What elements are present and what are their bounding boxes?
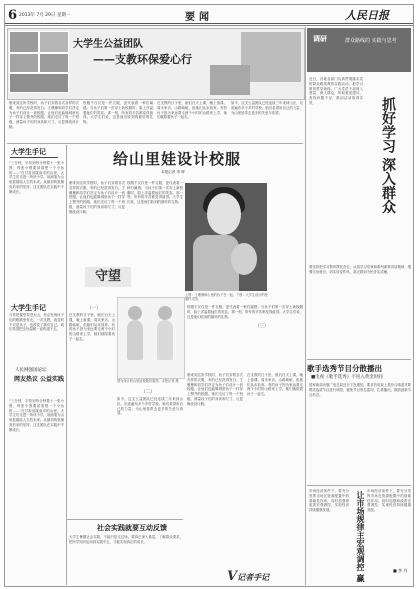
shouwang-label: 守望 [85, 267, 131, 287]
talent-show-subhead: ■电视《歌手选秀》不进入黄金时间 [311, 375, 383, 380]
main-headline: 给山里娃设计校服 [113, 150, 242, 168]
divider [307, 359, 411, 360]
header-rule [5, 23, 413, 24]
article-text-top-4: 如今，这支公益团队已经连续三年来到山区，足迹遍布多个乡村学校。她们希望用自己的力量，为山里娃带去更多的关爱与希望。 [231, 101, 303, 115]
newspaper-logo: 人民日报 [345, 9, 389, 22]
header-rule-thin [5, 25, 413, 26]
column-badge-label: 记者手记 [237, 572, 270, 582]
banner-title-line2: ——支教环保爱心行 [93, 53, 192, 66]
photo-caption: 上图：王珊珊和山里的孩子在一起。下图：大学生设计的校服样式图。 [185, 293, 268, 302]
market-author: ■ 李 丹 [393, 568, 408, 573]
market-text-1: 市场经济条件下，要充分发挥市场在资源配置中的基础性作用，同时加强和改善宏观调控，实现经济持续健康发展。 [309, 489, 349, 513]
section-marker-2: （二） [141, 390, 155, 395]
story-text-2: 校服不仅仅是一件衣服，更代表着一种归属感。当孩子们第一次穿上新校服时，脸上洋溢着灿烂的笑容。那一刻，所有的辛苦都变得值得。大学生们说，这是他们收到的最好的礼物。 [127, 181, 183, 205]
article-text-top-2: 校服不仅仅是一件衣服，更代表着一种归属感。当孩子们第一次穿上新校服时，脸上洋溢着灿烂的笑容。那一刻，所有的辛苦都变得值得。大学生们说，这是他们收到的最好的礼物。 [83, 101, 153, 125]
right-column-text-1: 近日，各地各部门认真贯彻落实党的群众路线教育实践活动，把学习教育贯穿始终。广大党员干部深入基层、深入群众，听取意见建议，查找问题不足，推动活动取得实效。 [309, 77, 363, 105]
social-practice-title: 社会实践就要互动反馈 [97, 524, 167, 532]
story-text-7: 在支教的日子里，她们白天上课，晚上备课，周末家访。山路崎岖，但她们从未放弃。有的孩子因为家远要走两个小时的山路来上学，她们就陪着孩子一起走。 [247, 373, 303, 397]
social-practice-text: 大学生暑期社会实践，不能只是走过场。要真正深入基层，了解群众需求，把所学知识运用到实践中去，才能实现真正的成长。 [69, 535, 183, 544]
pull-quote-title: 抓好学习 深入群众 [380, 97, 396, 214]
left-column-text: "三分钟，平均到每分钟要十一张小图，每张小图要讲清楚一个小孩的……"在甘肃省陇南市的山里，大学生们走进一所所小学，用画笔为山里娃描绘人生的未来。从最初的犹豫到后来的坚持，这支团队在实践中不断成长。 [9, 161, 64, 194]
title-underline [10, 157, 58, 158]
talent-show-text: 国家新闻出版广电总局近日下发通知，要求各电视上星综合频道对歌唱类选拔节目进行调控，避免节目形态雷同、扎堆播出，鼓励创新节目形态。 [309, 383, 411, 397]
lead-badge [307, 28, 411, 72]
talent-show-headline: 歌手选秀节目分散播出 [307, 364, 382, 373]
portrait-photo [185, 183, 267, 291]
story-text-1: 刚来到这所学校时，孩子们穿着各式各样的衣服，有的已经洗得发白。王珊珊和同学们决定为孩子们设计一套校服，让他们也能像城里孩子一样穿上整齐的校服。她们走访了每一个班级，测量孩子们的身高和尺寸，反复修改设计稿。 [69, 181, 125, 214]
divider [67, 519, 183, 520]
forum-title: 网友热议 公益实践 [13, 376, 65, 383]
uniform-illustration [117, 297, 185, 379]
newspaper-page [4, 4, 414, 587]
left-column-text-3: "三分钟，平均到每分钟要十一张小图，每张小图要讲清楚一个小孩的……"在甘肃省陇南市的山里，大学生们走进一所所小学，用画笔为山里娃描绘人生的未来。从最初的犹豫到后来的坚持，这支团队在实践中不断成长。 [9, 399, 64, 432]
divider [307, 485, 411, 486]
story-text-3: 在支教的日子里，她们白天上课，晚上备课，周末家访。山路崎岖，但她们从未放弃。有的孩子因为家远要走两个小时的山路来上学，她们就陪着孩子一起走。 [69, 313, 115, 341]
column-divider [305, 27, 306, 585]
divider [7, 143, 303, 144]
column-badge: V记者手记 [227, 569, 270, 584]
lead-badge-text: 群众路线的 实践与思考 [345, 38, 397, 44]
left-column-text-2: 当你把课堂带进大山，你会发现孩子们的眼睛里有光。一次支教，改变的不仅是孩子，也改变了我们自己。我们希望把这份温暖一直传递下去。 [9, 313, 64, 332]
article-text-top-3: 在支教的日子里，她们白天上课，晚上备课，周末家访。山路崎岖，但她们从未放弃。有的孩子因为家远要走两个小时的山路来上学，她们就陪着孩子一起走。 [157, 101, 227, 120]
section-title: 要闻 [185, 12, 213, 23]
banner-title-line1: 大学生公益团队 [73, 39, 143, 50]
issue-date: 2013年 7月 29日 星期一 [19, 13, 71, 18]
story-text-6: 刚来到这所学校时，孩子们穿着各式各样的衣服，有的已经洗得发白。王珊珊和同学们决定为孩子们设计一套校服，让他们也能像城里孩子一样穿上整齐的校服。她们走访了每一个班级，测量孩子们的身高和尺寸，反复修改设计稿。 [187, 373, 243, 406]
section-marker-3: （三） [255, 324, 269, 329]
banner-photo-collage [9, 31, 69, 93]
market-headline: 让市场规律主宏观调控 赢 [356, 491, 365, 582]
article-text-top-1: 刚来到这所学校时，孩子们穿着各式各样的衣服，有的已经洗得发白。王珊珊和同学们决定为孩子们设计一套校服，让他们也能像城里孩子一样穿上整齐的校服。她们走访了每一个班级，测量孩子们的身高和尺寸，反复修改设计稿。 [9, 101, 79, 129]
lead-badge-tag: 调研 [313, 35, 327, 43]
story-text-4: 如今，这支公益团队已经连续三年来到山区，足迹遍布多个乡村学校。她们希望用自己的力量，为山里娃带去更多的关爱与希望。 [117, 397, 183, 416]
market-text-2: 市场经济条件下，要充分发挥市场在资源配置中的基础性作用，同时加强和改善宏观调控，实现经济持续健康发展。 [367, 489, 411, 513]
banner-photo-crowd [241, 32, 301, 82]
forum-label: 人民网强国论坛 [15, 368, 47, 373]
story-text-5: 校服不仅仅是一件衣服，更代表着一种归属感。当孩子们第一次穿上新校服时，脸上洋溢着灿烂的笑容。那一刻，所有的辛苦都变得值得。大学生们说，这是他们收到的最好的礼物。 [187, 305, 303, 319]
section-marker-1: （一） [87, 306, 101, 311]
right-column-text-2: 要坚持把学习教育摆在首位，认真学习党章和系列重要讲话精神，增强宗旨意识，切实转变作风，真正做到为民务实清廉。 [309, 265, 411, 274]
byline: 本报记者 李 晔 [161, 170, 185, 174]
left-column-title: 大学生手记 [11, 148, 46, 156]
page-number: 6 [8, 8, 18, 23]
illustration-caption: 图为设计的山里娃校服效果图。本报记者 摄 [117, 379, 179, 383]
left-column-title-2: 大学生手记 [11, 304, 46, 312]
banner-photo-group [210, 65, 250, 95]
